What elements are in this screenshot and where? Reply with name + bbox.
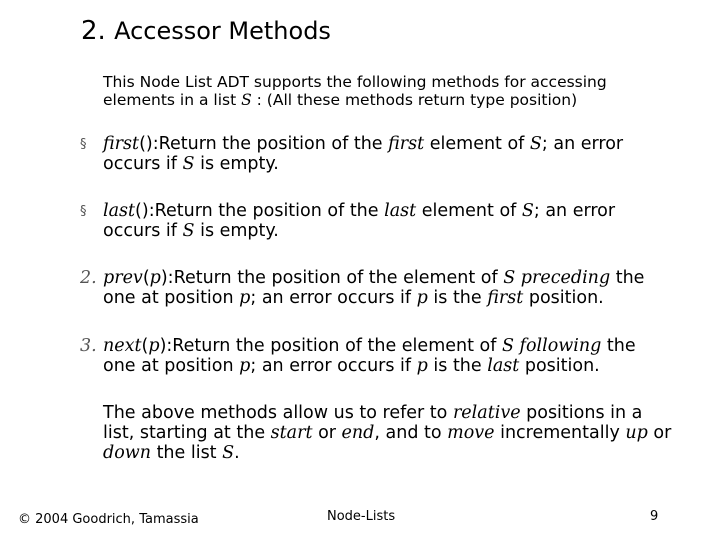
method-desc: occurs if: [103, 221, 183, 241]
method-var-s: S: [529, 134, 542, 154]
intro-line-2: [103, 91, 607, 109]
method-name-next: next: [103, 336, 142, 356]
method-var-s: S: [501, 336, 514, 356]
closing-text: positions in a: [520, 403, 643, 423]
method-desc: element of: [416, 201, 522, 221]
page-number: 9: [650, 509, 659, 524]
closing-text: or: [312, 423, 342, 443]
method-desc: ; an error: [541, 134, 624, 154]
method-emphasis: preceding: [515, 268, 611, 288]
method-paren: ): [160, 268, 168, 288]
closing-line-2: [103, 423, 671, 443]
method-emphasis: first: [388, 134, 425, 154]
method-emphasis: last: [487, 356, 520, 376]
intro-line-2-a: elements in a list: [103, 91, 242, 109]
method-args: (): [135, 201, 149, 221]
list-number-2: 2.: [80, 268, 97, 288]
method-desc: is the: [427, 356, 488, 376]
method-arg-p: p: [416, 356, 428, 376]
method-name-last: last: [103, 201, 136, 221]
method-var-s: S: [182, 221, 195, 241]
method-desc: is empty.: [194, 221, 279, 241]
closing-emphasis: relative: [452, 403, 521, 423]
method-emphasis: following: [513, 336, 602, 356]
method-desc: is empty.: [194, 154, 279, 174]
method-var-s: S: [182, 154, 195, 174]
closing-text: The above methods allow us to refer to: [103, 403, 453, 423]
method-desc: element of: [424, 134, 530, 154]
method-emphasis: last: [384, 201, 417, 221]
footer-copyright: © 2004 Goodrich, Tamassia: [18, 512, 199, 527]
method-desc: :Return the position of the element of: [167, 268, 504, 288]
method-desc: ; an error occurs if: [250, 356, 417, 376]
closing-text: or: [647, 423, 672, 443]
method-prev-line-2: [103, 288, 644, 308]
method-arg-p: p: [148, 336, 160, 356]
list-number-3: 3.: [80, 336, 97, 356]
closing-emphasis: S: [222, 443, 235, 463]
footer-title: Node-Lists: [327, 509, 396, 524]
method-desc: :Return the position of the element of: [166, 336, 502, 356]
method-desc: :Return the position of the: [148, 201, 385, 221]
method-first-item: [103, 134, 623, 174]
method-var-s: S: [503, 268, 516, 288]
intro-line-1: This Node List ADT supports the following methods for accessing: [103, 73, 607, 91]
method-last-item: [103, 201, 615, 241]
closing-text: , and to: [374, 423, 448, 443]
method-paren: ): [159, 336, 167, 356]
method-args: (): [139, 134, 153, 154]
bullet-marker-2: §: [80, 204, 87, 219]
method-desc: the: [610, 268, 645, 288]
closing-paragraph: [103, 403, 671, 463]
method-first-line-2: [103, 154, 623, 174]
method-arg-p: p: [239, 288, 251, 308]
closing-emphasis: start: [270, 423, 313, 443]
title-number: 2.: [81, 16, 106, 46]
method-paren: (: [142, 268, 150, 288]
closing-emphasis: move: [447, 423, 495, 443]
method-paren: (: [141, 336, 149, 356]
method-emphasis: first: [487, 288, 524, 308]
method-desc: position.: [519, 356, 600, 376]
method-desc: is the: [427, 288, 488, 308]
method-arg-p: p: [416, 288, 428, 308]
bullet-marker-1: §: [80, 137, 87, 152]
intro-var-s: S: [241, 91, 252, 109]
closing-line-1: [103, 403, 671, 423]
method-arg-p: p: [149, 268, 161, 288]
closing-emphasis: down: [103, 443, 151, 463]
method-prev-item: [103, 268, 644, 308]
method-name-first: first: [103, 134, 140, 154]
method-prev-line-1: [103, 268, 644, 288]
intro-line-2-b: : (All these methods return type position): [251, 91, 578, 109]
method-desc: ; an error occurs if: [250, 288, 417, 308]
method-var-s: S: [521, 201, 534, 221]
method-first-line-1: [103, 134, 623, 154]
method-arg-p: p: [239, 356, 251, 376]
method-desc: the: [601, 336, 636, 356]
method-name-prev: prev: [103, 268, 143, 288]
title-text: Accessor Methods: [114, 17, 331, 45]
method-desc: occurs if: [103, 154, 183, 174]
method-next-item: [103, 336, 636, 376]
closing-text: .: [234, 443, 240, 463]
method-last-line-2: [103, 221, 615, 241]
method-desc: :Return the position of the: [152, 134, 389, 154]
method-next-line-1: [103, 336, 636, 356]
slide-title: [81, 16, 331, 46]
method-last-line-1: [103, 201, 615, 221]
intro-text: [103, 73, 607, 109]
closing-text: list, starting at the: [103, 423, 271, 443]
method-desc: ; an error: [533, 201, 616, 221]
closing-emphasis: end: [341, 423, 375, 443]
closing-emphasis: up: [625, 423, 648, 443]
method-desc: one at position: [103, 288, 240, 308]
method-desc: position.: [523, 288, 604, 308]
closing-line-3: [103, 443, 671, 463]
closing-text: incrementally: [494, 423, 626, 443]
closing-text: the list: [151, 443, 223, 463]
method-desc: one at position: [103, 356, 240, 376]
method-next-line-2: [103, 356, 636, 376]
